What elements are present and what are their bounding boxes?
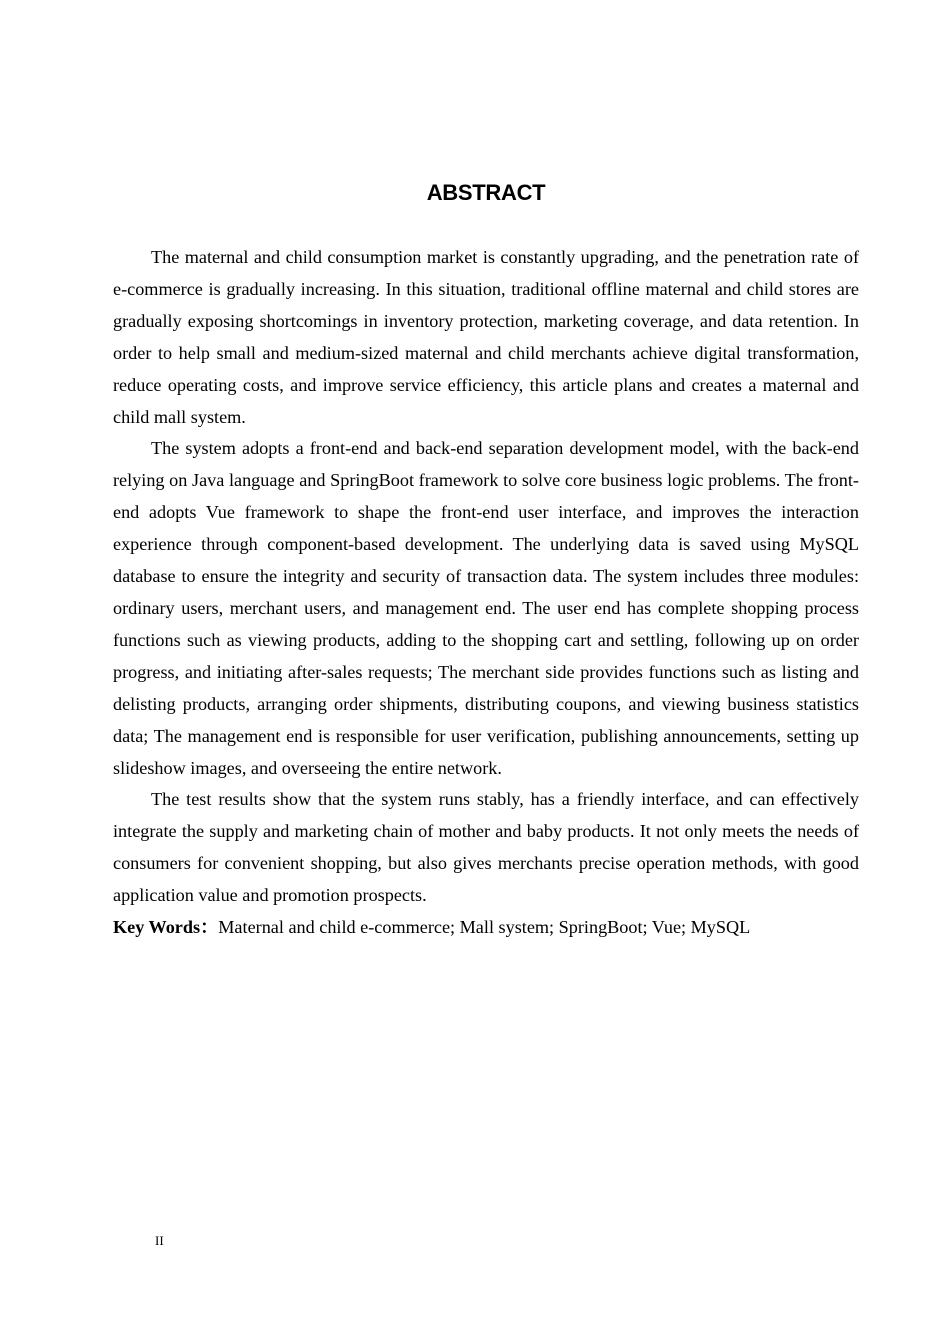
abstract-title: ABSTRACT (426, 180, 546, 205)
keywords-label: Key Words： (113, 917, 219, 938)
keywords-line (113, 912, 859, 944)
abstract-paragraph-2: The system adopts a front-end and back-end separation development model, with the back-end relying on Java language and SpringBoot framework to solve core business logic problems. The front-end adopts Vue framework to shape the front-end user interface, and improves the interaction experience through component-based development. The underlying data is saved using MySQL database to ensure the integrity and security of transaction data. The system includes three modules: ordinary users, merchant users, and management end. The user end has complete shopping process functions such as viewing products, adding to the shopping cart and settling, following up on order progress, and initiating after-sales requests; The merchant side provides functions such as listing and delisting products, arranging order shipments, distributing coupons, and viewing business statistics data; The management end is responsible for user verification, publishing announcements, setting up slideshow images, and overseeing the entire network. (113, 438, 859, 778)
page-number: II (155, 1233, 164, 1248)
abstract-paragraph-3: The test results show that the system runs stably, has a friendly interface, and can effectively integrate the supply and marketing chain of mother and baby products. It not only meets the needs of consumers for convenient shopping, but also gives merchants precise operation methods, with good application value and promotion prospects. (113, 789, 859, 906)
abstract-body (113, 242, 859, 944)
abstract-paragraph-1: The maternal and child consumption market is constantly upgrading, and the penetration rate of e-commerce is gradually increasing. In this situation, traditional offline maternal and child stores are gradually exposing shortcomings in inventory protection, marketing coverage, and data retention. In order to help small and medium-sized maternal and child merchants achieve digital transformation, reduce operating costs, and improve service efficiency, this article plans and creates a maternal and child mall system. (113, 247, 859, 427)
keywords-text: Maternal and child e-commerce; Mall system; SpringBoot; Vue; MySQL (218, 917, 751, 938)
